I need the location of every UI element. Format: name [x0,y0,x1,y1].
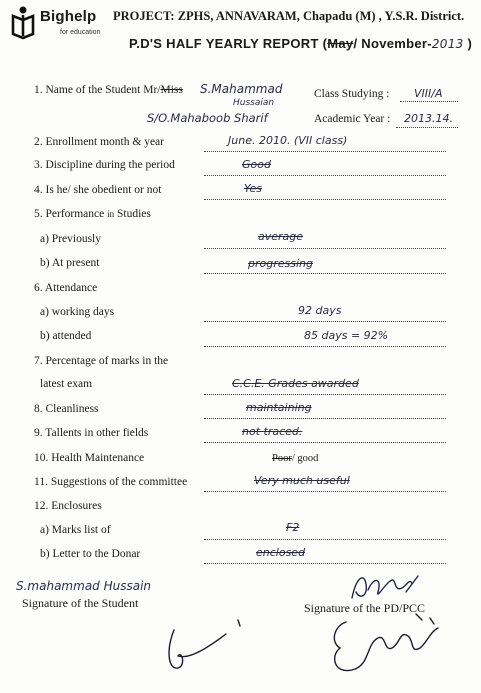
obedient-value: Yes [244,182,263,195]
father-name-value: S/O.Mahaboob Sharif [147,111,268,125]
talents-dots [204,442,446,443]
health-poor: Poor [272,453,292,464]
class-value: VIII/A [414,87,443,100]
enrollment-dots [204,151,446,152]
report-title-may: May [327,36,354,51]
performance-label-b: Studies [114,208,151,220]
marks-list-value: F2 [286,521,300,534]
student-name-value-2: Hussaian [233,98,275,108]
percentage-value: C.C.E. Grades awarded [232,377,359,390]
talents-value: not traced. [242,425,303,438]
student-name-label-prefix: 1. Name of the Student Mr/ [34,84,161,96]
pd-signature-mark [346,570,426,604]
academic-year-value: 2013.14. [404,112,453,125]
letter-label: b) Letter to the Donar [40,548,141,560]
obedient-dots [204,199,446,200]
report-title-year: 2013 [431,37,464,51]
discipline-label: 3. Discipline during the period [34,159,175,171]
performance-label [34,208,151,220]
letter-dots [204,563,446,564]
cleanliness-label: 8. Cleanliness [34,403,99,415]
discipline-value: Good [242,158,271,171]
discipline-dots [204,175,446,176]
logo-name: Bighelp [40,8,97,25]
report-title-mid: / November- [353,36,432,51]
cleanliness-dots [204,418,446,419]
academic-year-dots [396,127,458,128]
present-dots [204,273,446,274]
suggestions-value: Very much useful [254,474,350,487]
report-title-prefix: P.D'S HALF YEARLY REPORT ( [129,36,328,51]
cleanliness-value: maintaining [246,401,312,414]
report-title [129,36,472,51]
attended-label: b) attended [40,330,92,342]
marks-list-dots [204,539,446,540]
present-value: progressing [248,257,313,270]
health-good: / good [291,453,319,464]
bighelp-logo-icon [10,6,36,40]
student-name-label [34,84,183,96]
attended-dots [204,346,446,347]
report-title-suffix: ) [463,36,473,51]
attendance-label: 6. Attendance [34,282,98,294]
performance-label-in: in [107,209,115,219]
class-label: Class Studying : [314,88,390,100]
present-label: b) At present [40,257,100,269]
suggestions-label: 11. Suggestions of the committee [34,476,188,488]
enrollment-label: 2. Enrollment month & year [34,136,164,148]
obedient-label: 4. Is he/ she obedient or not [34,184,162,196]
working-days-label: a) working days [40,306,115,318]
committee-signature-2 [326,608,446,680]
enclosures-label: 12. Enclosures [34,500,102,512]
student-name-label-miss: Miss [160,84,183,96]
attended-value: 85 days = 92% [304,329,389,342]
percentage-dots [204,394,446,395]
health-value [272,453,318,464]
committee-signature-1 [160,610,270,680]
working-days-value: 92 days [298,304,342,317]
class-dots [400,101,458,102]
enrollment-value: June. 2010. (VII class) [228,134,348,147]
student-name-value: S.Mahammad [200,82,283,96]
logo-tagline: for education [60,29,101,36]
working-days-dots [204,321,446,322]
talents-label: 9. Tallents in other fields [34,427,149,439]
suggestions-dots [204,491,446,492]
previously-value: average [258,230,304,243]
performance-label-a: 5. Performance [34,208,108,220]
latest-exam-label: latest exam [40,378,93,390]
previously-label: a) Previously [40,233,102,245]
academic-year-label: Academic Year : [314,113,391,125]
previously-dots [204,248,446,249]
student-signature-name: S.mahammad Hussain [16,579,152,593]
project-title: PROJECT: ZPHS, ANNAVARAM, Chapadu (M) , Y.S.R. District. [113,9,465,23]
marks-list-label: a) Marks list of [40,524,111,536]
percentage-label: 7. Percentage of marks in the [34,355,169,367]
pd-signature-label: Signature of the PD/PCC [304,601,426,615]
student-signature-label: Signature of the Student [22,596,139,610]
letter-value: enclosed [256,546,306,559]
health-label: 10. Health Maintenance [34,452,145,464]
